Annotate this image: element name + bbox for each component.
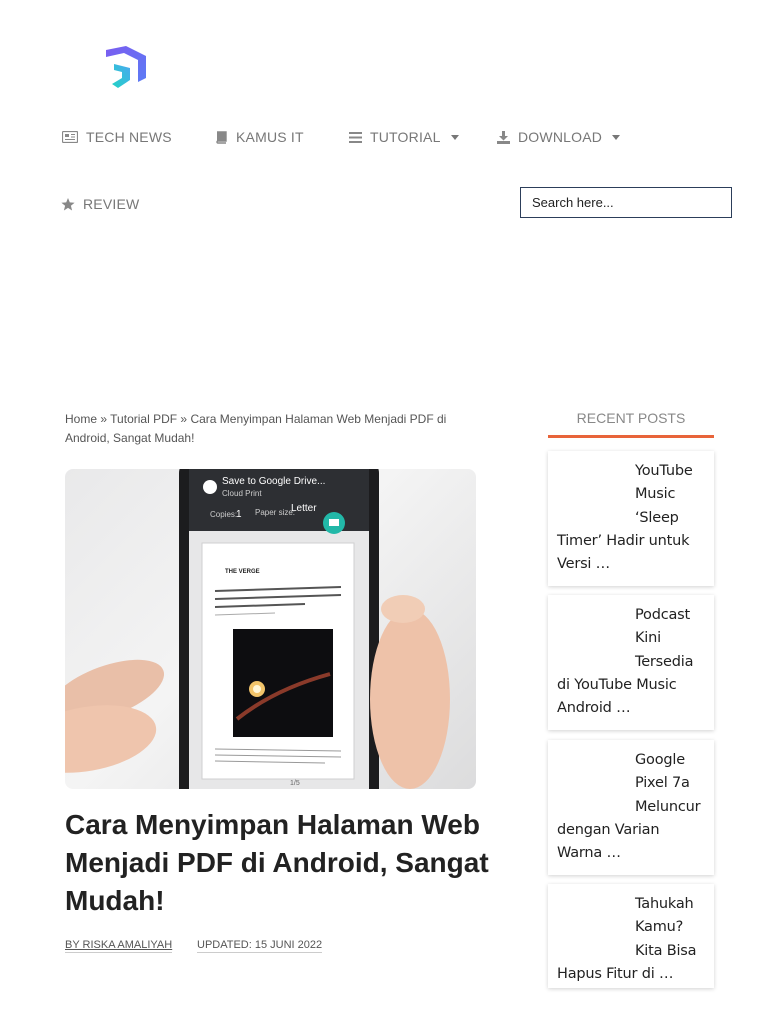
nav-label: TECH NEWS bbox=[86, 129, 172, 145]
newspaper-icon bbox=[62, 131, 78, 143]
nav-label: KAMUS IT bbox=[236, 129, 304, 145]
recent-post-card[interactable] bbox=[548, 451, 714, 586]
star-icon bbox=[61, 198, 75, 211]
recent-post-card[interactable] bbox=[548, 884, 714, 988]
featured-image bbox=[65, 469, 476, 789]
hand-palm bbox=[65, 695, 161, 782]
nav-item-tutorial[interactable] bbox=[349, 129, 459, 145]
nav-item-download[interactable] bbox=[497, 129, 620, 145]
chevron-down-icon bbox=[451, 135, 459, 140]
download-icon bbox=[497, 131, 510, 144]
paper-size-label: Paper size: bbox=[255, 508, 296, 517]
breadcrumb bbox=[65, 410, 475, 448]
article-masthead: THE VERGE bbox=[225, 569, 260, 575]
post-thumbnail bbox=[557, 604, 635, 672]
hand-thumb bbox=[370, 609, 450, 789]
page-indicator: 1/5 bbox=[290, 780, 300, 787]
recent-post-title[interactable]: Podcast Kini Tersedia di YouTube Music Android … bbox=[557, 607, 694, 717]
phone-header-text: Save to Google Drive... bbox=[222, 476, 326, 487]
updated-date: UPDATED: 15 JUNI 2022 bbox=[197, 939, 323, 951]
drive-icon bbox=[203, 480, 217, 494]
breadcrumb-separator: » bbox=[100, 412, 108, 426]
recent-post-title[interactable]: YouTube Music ‘Sleep Timer’ Hadir untuk Versi … bbox=[557, 463, 693, 573]
breadcrumb-category-link[interactable]: Tutorial PDF bbox=[110, 412, 178, 426]
copies-value: 1 bbox=[236, 509, 242, 520]
post-thumbnail bbox=[557, 460, 635, 528]
copies-label: Copies: bbox=[210, 510, 238, 519]
recent-post-title[interactable]: Tahukah Kamu? Kita Bisa Hapus Fitur di … bbox=[557, 896, 697, 982]
breadcrumb-home-link[interactable]: Home bbox=[65, 412, 98, 426]
recent-post-title[interactable]: Google Pixel 7a Meluncur dengan Varian Warna … bbox=[557, 752, 701, 862]
breadcrumb-current: Cara Menyimpan Halaman Web Menjadi PDF di Android, Sangat Mudah! bbox=[65, 412, 447, 445]
recent-posts-heading: RECENT POSTS bbox=[576, 410, 686, 426]
nav-label: TUTORIAL bbox=[370, 129, 441, 145]
recent-post-card[interactable] bbox=[548, 595, 714, 730]
chevron-down-icon bbox=[612, 135, 620, 140]
book-icon bbox=[215, 131, 228, 144]
recent-post-card[interactable] bbox=[548, 740, 714, 875]
nav-item-kamus-it[interactable] bbox=[215, 129, 304, 145]
article-image bbox=[233, 629, 333, 737]
nav-item-tech-news[interactable] bbox=[62, 129, 172, 145]
paper-size-value: Letter bbox=[291, 503, 317, 514]
post-thumbnail bbox=[557, 749, 635, 817]
nav-label: REVIEW bbox=[83, 196, 140, 212]
breadcrumb-separator: » bbox=[180, 412, 188, 426]
post-title: Cara Menyimpan Halaman Web Menjadi PDF di Android, Sangat Mudah! bbox=[65, 809, 489, 916]
nav-label: DOWNLOAD bbox=[518, 129, 603, 145]
search-input[interactable] bbox=[520, 187, 732, 218]
site-logo[interactable] bbox=[100, 44, 152, 92]
author-link[interactable]: BY RISKA AMALIYAH bbox=[65, 939, 173, 951]
recent-posts-underline bbox=[548, 435, 714, 438]
post-thumbnail bbox=[557, 893, 635, 961]
nav-item-review[interactable] bbox=[61, 196, 139, 212]
list-icon bbox=[349, 132, 362, 143]
phone-subheader-text: Cloud Print bbox=[222, 489, 262, 498]
